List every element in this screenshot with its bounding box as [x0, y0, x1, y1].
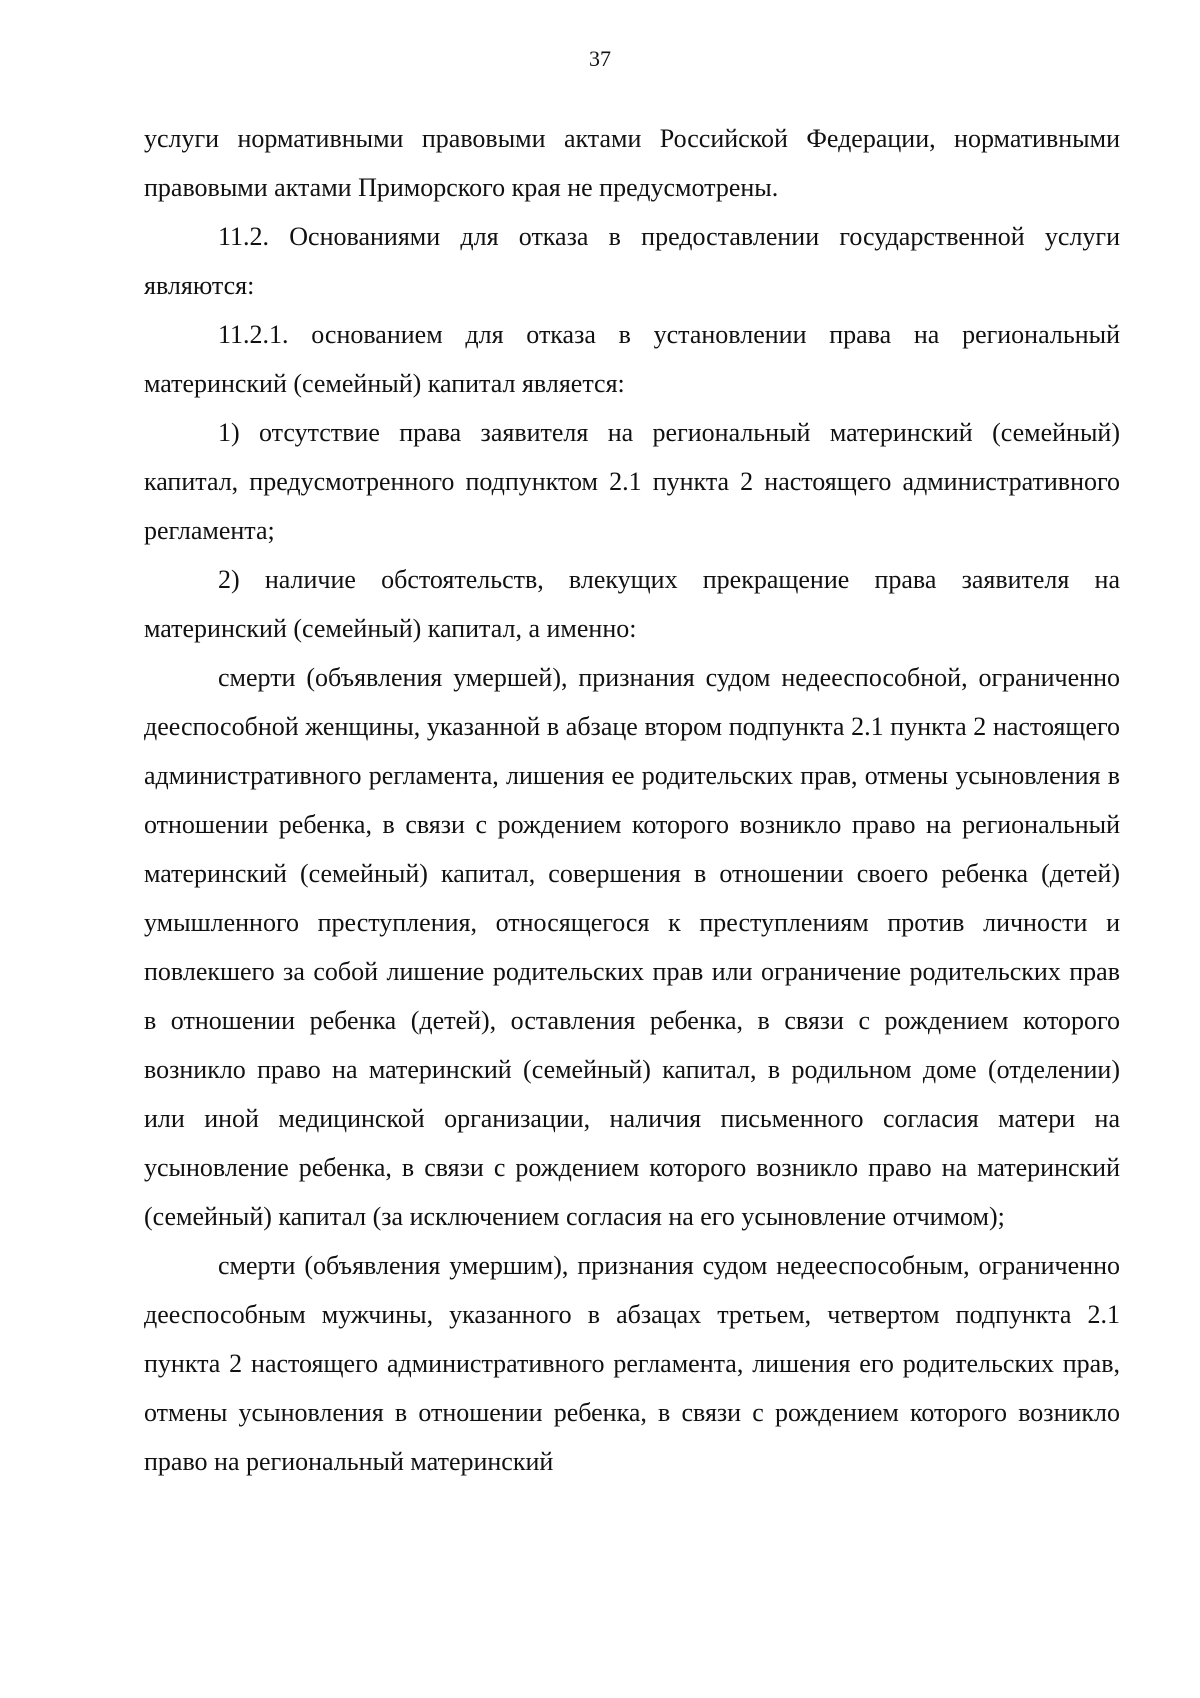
paragraph-item-1: 1) отсутствие права заявителя на региональный материнский (семейный) капитал, предусмотренного подпунктом 2.1 пункта 2 настоящего административного регламента;	[144, 418, 1120, 545]
paragraph-continuation: услуги нормативными правовыми актами Российской Федерации, нормативными правовыми актами Приморского края не предусмотрены.	[144, 124, 1120, 202]
paragraph-man-circumstances: смерти (объявления умершим), признания судом недееспособным, ограниченно дееспособным мужчины, указанного в абзацах третьем, четвертом подпункта 2.1 пункта 2 настоящего административного регламента, лишения его родительских прав, отмены усыновления в отношении ребенка, в связи с рождением которого возникло право на региональный материнский	[144, 1251, 1120, 1476]
paragraph-11-2-1: 11.2.1. основанием для отказа в установлении права на региональный материнский (семейный) капитал является:	[144, 320, 1120, 398]
page-number: 37	[589, 46, 611, 71]
paragraph-11-2: 11.2. Основаниями для отказа в предоставлении государственной услуги являются:	[144, 222, 1120, 300]
document-body	[144, 114, 1120, 1486]
paragraph-item-2: 2) наличие обстоятельств, влекущих прекращение права заявителя на материнский (семейный) капитал, а именно:	[144, 565, 1120, 643]
paragraph-woman-circumstances: смерти (объявления умершей), признания судом недееспособной, ограниченно дееспособной женщины, указанной в абзаце втором подпункта 2.1 пункта 2 настоящего административного регламента, лишения ее родительских прав, отмены усыновления в отношении ребенка, в связи с рождением которого возникло право на региональный материнский (семейный) капитал, совершения в отношении своего ребенка (детей) умышленного преступления, относящегося к преступлениям против личности и повлекшего за собой лишение родительских прав или ограничение родительских прав в отношении ребенка (детей), оставления ребенка, в связи с рождением которого возникло право на материнский (семейный) капитал, в родильном доме (отделении) или иной медицинской организации, наличия письменного согласия матери на усыновление ребенка, в связи с рождением которого возникло право на материнский (семейный) капитал (за исключением согласия на его усыновление отчимом);	[144, 663, 1120, 1231]
